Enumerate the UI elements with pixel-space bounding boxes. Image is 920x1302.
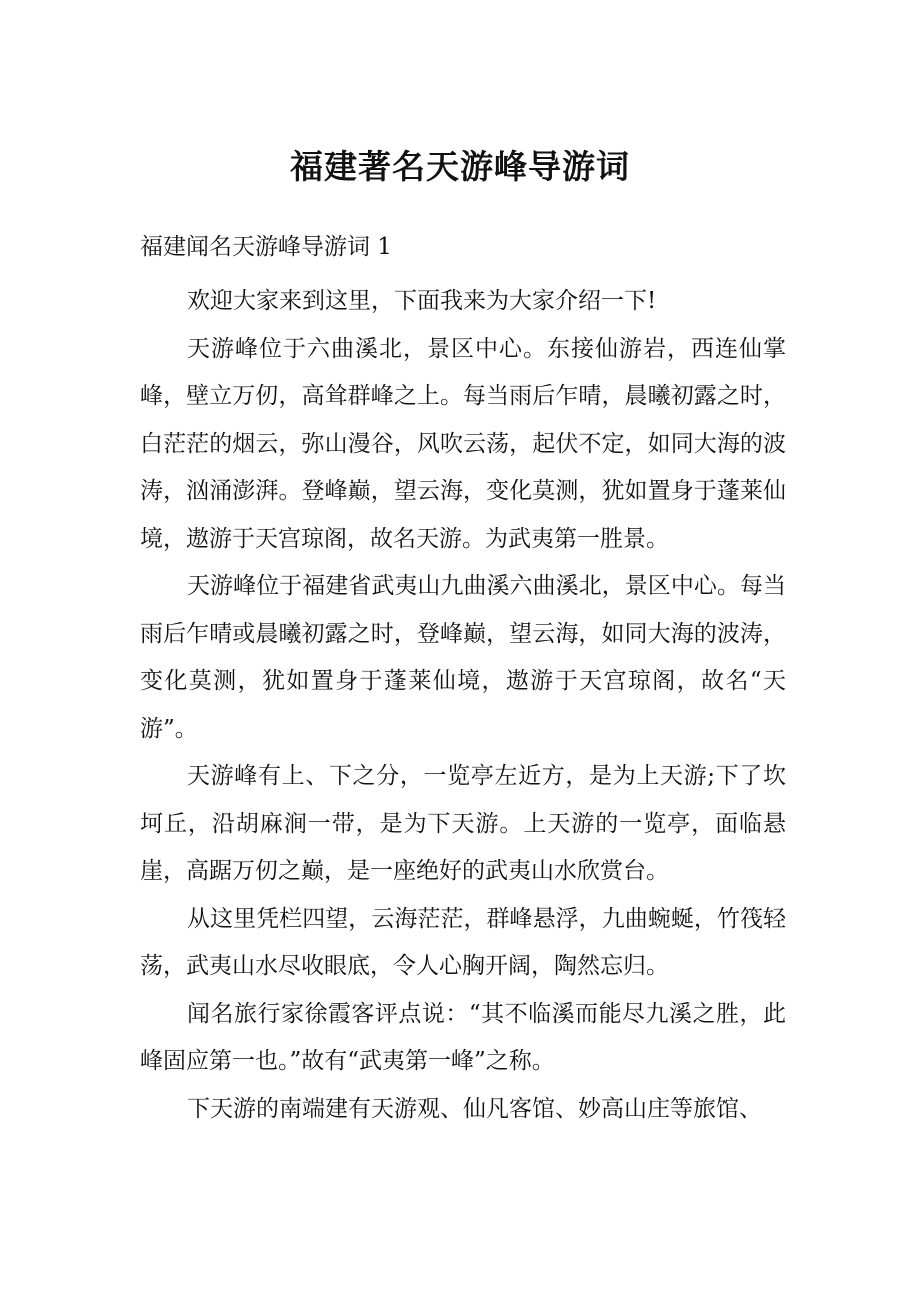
- paragraph-upper-lower: 天游峰有上、下之分，一览亭左近方，是为上天游;下了坎坷丘，沿胡麻涧一带，是为下天游。上天游的一览亭，面临悬崖，高踞万仞之巅，是一座绝好的武夷山水欣赏台。: [140, 763, 786, 884]
- paragraph-origin-name: 天游峰位于福建省武夷山九曲溪六曲溪北，景区中心。每当雨后乍晴或晨曦初露之时，登峰巅，望云海，如同大海的波涛，变化莫测，犹如置身于蓬莱仙境，遨游于天宫琼阁，故名“天游”。: [140, 573, 786, 742]
- paragraph-lower-south: 下天游的南端建有天游观、仙凡客馆、妙高山庄等旅馆、: [187, 1095, 762, 1122]
- paragraph-xu-xiake: 闻名旅行家徐霞客评点说：“其不临溪而能尽九溪之胜，此峰固应第一也。”故有“武夷第一峰”之称。: [140, 1000, 786, 1074]
- paragraph-welcome: 欢迎大家来到这里，下面我来为大家介绍一下!: [187, 288, 657, 314]
- document-body: [140, 278, 786, 1133]
- paragraph-location: 天游峰位于六曲溪北，景区中心。东接仙游岩，西连仙掌峰，壁立万仞，高耸群峰之上。每当雨后乍晴，晨曦初露之时，白茫茫的烟云，弥山漫谷，风吹云荡，起伏不定，如同大海的波涛，汹涌澎湃。登峰巅，望云海，变化莫测，犹如置身于蓬莱仙境，遨游于天宫琼阁，故名天游。为武夷第一胜景。: [140, 335, 786, 552]
- paragraph-view: 从这里凭栏四望，云海茫茫，群峰悬浮，九曲蜿蜒，竹筏轻荡，武夷山水尽收眼底，令人心胸开阔，陶然忘归。: [140, 905, 786, 979]
- document-title: 福建著名天游峰导游词: [290, 147, 630, 186]
- section-heading: 福建闻名天游峰导游词 1: [140, 234, 392, 260]
